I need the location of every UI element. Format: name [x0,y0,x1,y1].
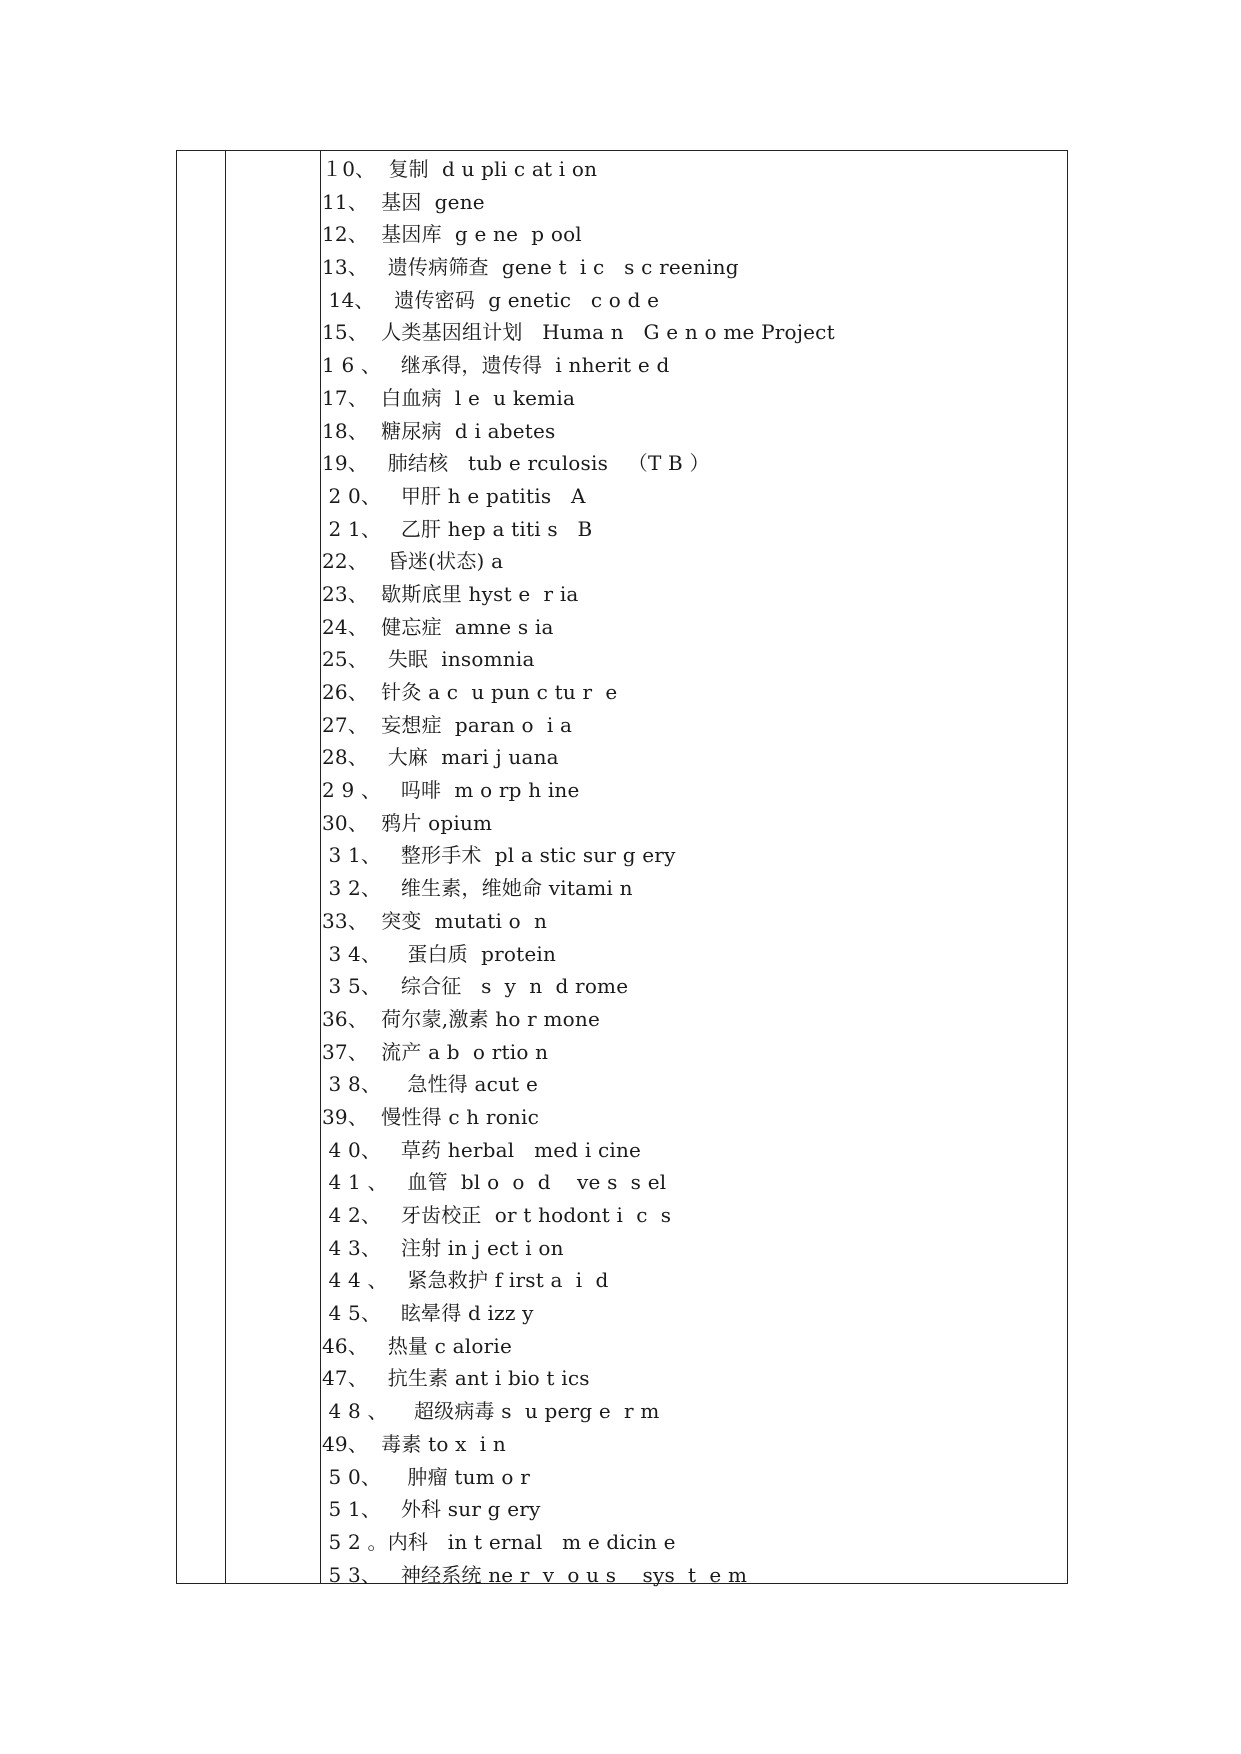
vocabulary-entry: 36、 荷尔蒙,激素 ho r mone [322,1006,600,1031]
vocabulary-entry: 17、 白血病 l e u kemia [322,385,576,410]
vocabulary-entry: 24、 健忘症 amne s ia [322,614,554,639]
vocabulary-entry: 25、 失眠 insomnia [322,647,535,672]
vocabulary-entry: 4 4 、 紧急救护 f irst a i d [322,1268,609,1293]
vocabulary-entry: 13、 遗传病筛查 gene t i c s c reening [322,255,739,280]
vocabulary-entry: 46、 热量 c alorie [322,1333,512,1358]
vocabulary-entry: 23、 歇斯底里 hyst e r ia [322,581,579,606]
vocabulary-entry: 11、 基因 gene [322,189,485,214]
vocabulary-entry: 4 5、 眩晕得 d izz y [322,1301,534,1326]
vocabulary-entry: 14、 遗传密码 g enetic c o d e [322,287,660,312]
vocabulary-entry: 3 4、 蛋白质 protein [322,941,557,966]
vocabulary-list [322,153,835,1591]
vocabulary-entry: 39、 慢性得 c h ronic [322,1104,539,1129]
vocabulary-entry: 15、 人类基因组计划 Huma n G e n o me Project [322,320,835,345]
vocabulary-entry: 3 1、 整形手术 pl a stic sur g ery [322,843,676,868]
vocabulary-entry: 5 3、 神经系统 ne r v o u s sys t e m [322,1562,748,1587]
vocabulary-entry: 19、 肺结核 tub e rculosis （T B ） [322,451,710,476]
vocabulary-entry: 30、 鸦片 opium [322,810,493,835]
vocabulary-entry: 26、 针灸 a c u pun c tu r e [322,680,618,704]
vocabulary-entry: 47、 抗生素 ant i bio t ics [322,1366,590,1391]
vocabulary-entry: 2 1、 乙肝 hep a titi s B [322,516,593,541]
vocabulary-entry: 2 9 、 吗啡 m o rp h ine [322,778,580,803]
vocabulary-entry: 33、 突变 mutati o n [322,908,548,933]
vocabulary-entry: 4 3、 注射 in j ect i on [322,1235,564,1260]
vocabulary-entry: １0、 复制 d u pli c at i on [322,157,598,181]
column-divider [225,151,226,1583]
vocabulary-entry: 12、 基因库 g e ne p ool [322,222,582,247]
vocabulary-entry: 4 0、 草药 herbal med i cine [322,1137,642,1162]
vocabulary-entry: 5 2 。内科 in t ernal m e dicin e [322,1529,676,1554]
column-divider [320,151,321,1583]
vocabulary-entry: 27、 妄想症 paran o i a [322,712,573,737]
vocabulary-entry: 49、 毒素 to x i n [322,1431,506,1456]
vocabulary-entry: 5 0、 肿瘤 tum o r [322,1464,530,1489]
vocabulary-entry: 18、 糖尿病 d i abetes [322,418,556,443]
vocabulary-entry: 3 8、 急性得 acut e [322,1072,538,1097]
vocabulary-entry: 28、 大麻 mari j uana [322,745,559,770]
vocabulary-entry: 2 0、 甲肝 h e patitis A [322,483,586,508]
vocabulary-entry: 1 6 、 继承得，遗传得 i nherit e d [322,353,670,378]
vocabulary-entry: 3 5、 综合征 s y n d rome [322,974,629,999]
vocabulary-entry: 4 1 、 血管 bl o o d ve s s el [322,1170,667,1195]
vocabulary-entry: 22、 昏迷(状态) a [322,549,504,574]
vocabulary-entry: 3 2、 维生素，维她命 vitami n [322,876,633,901]
vocabulary-entry: 4 8 、 超级病毒 s u perg e r m [322,1399,660,1424]
vocabulary-entry: 37、 流产 a b o rtio n [322,1039,549,1064]
vocabulary-entry: 5 1、 外科 sur g ery [322,1497,541,1522]
vocabulary-entry: 4 2、 牙齿校正 or t hodont i c s [322,1203,672,1227]
